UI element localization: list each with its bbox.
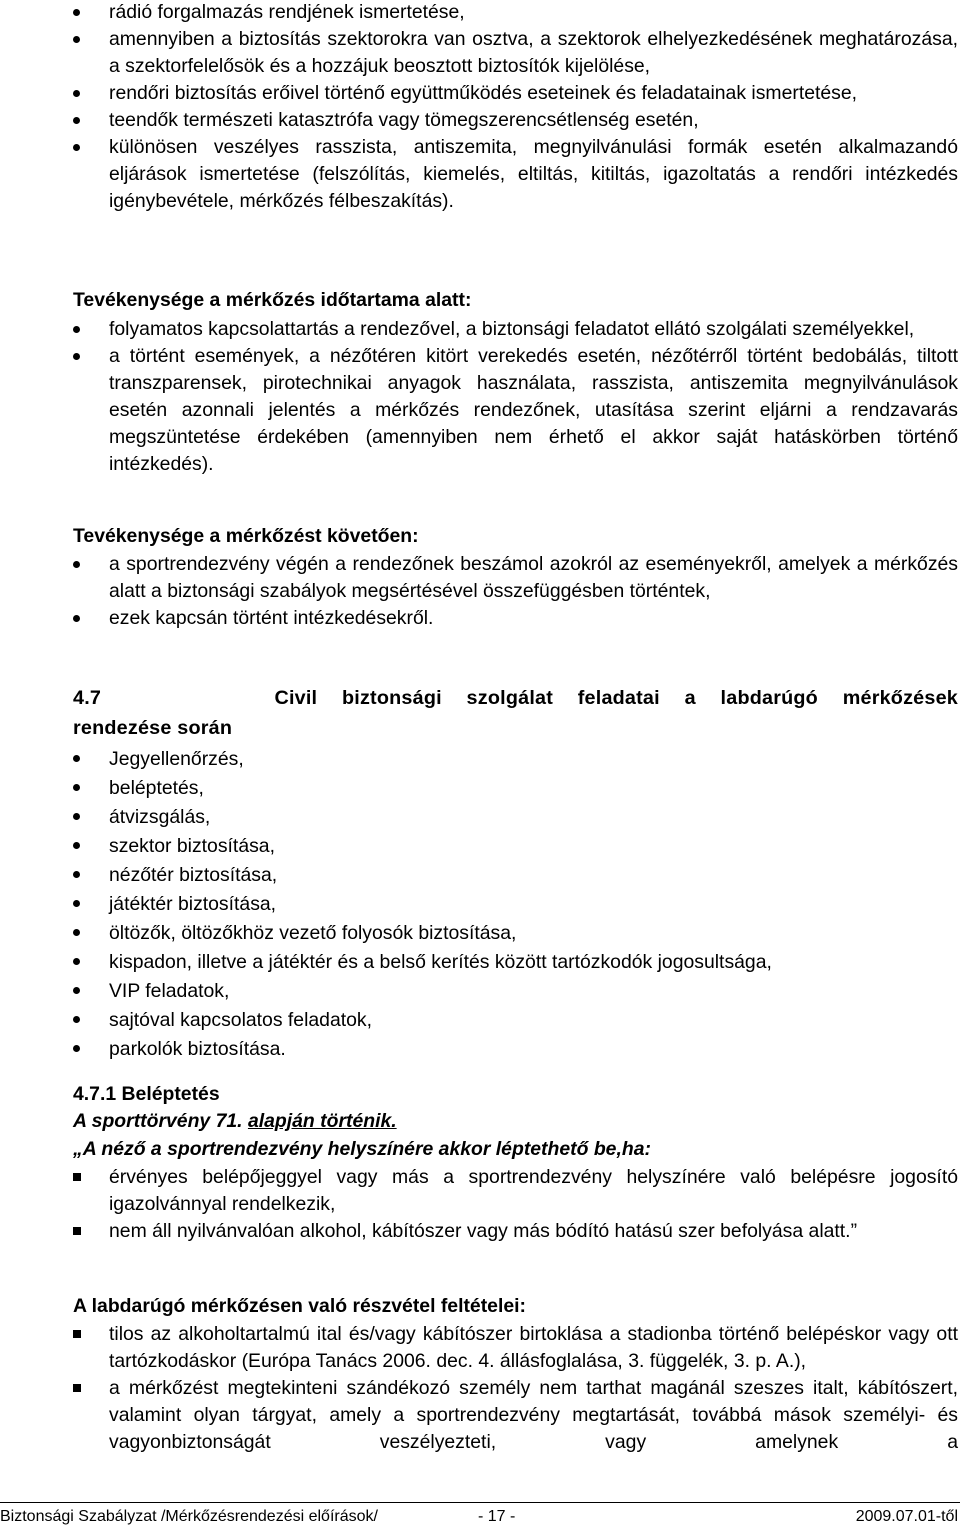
section-title-line1: Civil biztonsági szolgálat feladatai a labdarúgó mérkőzések	[274, 687, 958, 709]
bullet-icon	[73, 784, 80, 791]
list-item: a sportrendezvény végén a rendezőnek beszámol azokról az eseményekről, amelyek a mérkőzés alatt a biztonsági szabályok megsértésével összefüggésben történtek,	[0, 551, 960, 605]
subsection-title: Beléptetés	[121, 1083, 220, 1105]
list-item: a mérkőzést megtekinteni szándékozó személy nem tarthat magánál szeszes italt, kábítószert, valamint olyan tárgyat, amely a sportrendezvény megtartását, továbbá mások személyi- és vagyonbiztonságát veszélyezteti, vagy amelynek a	[0, 1375, 960, 1456]
list-item: sajtóval kapcsolatos feladatok,	[0, 1006, 960, 1035]
square-bullet-icon	[73, 1330, 81, 1338]
section-title-4-7-1	[73, 1081, 220, 1108]
list-item: amennyiben a biztosítás szektorokra van osztva, a szektorok elhelyezkedésének meghatározása, a szektorfelelősök és a hozzájuk beosztott biztosítók kijelölése,	[0, 26, 960, 80]
bullet-list-preparation	[0, 0, 960, 215]
quote-heading: „A néző a sportrendezvény helyszínére akkor léptethető be,ha:	[73, 1138, 651, 1160]
bullet-icon	[73, 813, 80, 820]
bullet-icon	[73, 9, 80, 16]
list-item: ezek kapcsán történt intézkedésekről.	[0, 605, 960, 632]
conditions-heading: A labdarúgó mérkőzésen való részvétel feltételei:	[73, 1295, 526, 1317]
list-item: átvizsgálás,	[0, 803, 960, 832]
square-bullet-icon	[73, 1384, 81, 1392]
section-title-4-7	[73, 683, 958, 743]
list-item: különösen veszélyes rasszista, antiszemita, megnyilvánulási formák esetén alkalmazandó eljárások ismertetése (felszólítás, kiemelés, eltiltás, kitiltás, igazoltatás a rendőri intézkedés igénybevétele, mérkőzés félbeszakítás).	[0, 134, 960, 215]
list-item: nézőtér biztosítása,	[0, 861, 960, 890]
list-item: szektor biztosítása,	[0, 832, 960, 861]
list-item: folyamatos kapcsolattartás a rendezővel, a biztonsági feladatot ellátó szolgálati személyekkel,	[0, 316, 960, 343]
list-item: nem áll nyilvánvalóan alkohol, kábítószer vagy más bódító hatású szer befolyása alatt.”	[0, 1218, 960, 1245]
bullet-icon	[73, 1016, 80, 1023]
list-item: teendők természeti katasztrófa vagy tömegszerencsétlenség esetén,	[0, 107, 960, 134]
page-number: - 17 -	[478, 1508, 516, 1525]
section-title-line2: rendezése során	[73, 717, 233, 739]
section-number: 4.7	[73, 687, 102, 709]
bullet-icon	[73, 755, 80, 762]
bullet-icon	[73, 987, 80, 994]
page-footer	[0, 1502, 960, 1531]
bullet-icon	[73, 326, 80, 333]
list-item: parkolók biztosítása.	[0, 1035, 960, 1064]
bullet-icon	[73, 561, 80, 568]
bullet-icon	[73, 36, 80, 43]
list-item: tilos az alkoholtartalmú ital és/vagy kábítószer birtoklása a stadionba történő belépéskor vagy ott tartózkodáskor (Európa Tanács 2006. dec. 4. állásfoglalása, 3. függelék, 3. p. A.),	[0, 1321, 960, 1375]
bullet-icon	[73, 615, 80, 622]
list-item: Jegyellenőrzés,	[0, 745, 960, 774]
bullet-icon	[73, 353, 80, 360]
list-item: VIP feladatok,	[0, 977, 960, 1006]
bullet-icon	[73, 929, 80, 936]
bullet-icon	[73, 842, 80, 849]
footer-effective-date: 2009.07.01-től	[855, 1508, 958, 1525]
list-item: rendőri biztosítás erőivel történő együttműködés eseteinek és feladatainak ismertetése,	[0, 80, 960, 107]
law-reference: A sporttörvény 71. alapján történik.	[73, 1110, 397, 1132]
footer-divider	[0, 1502, 960, 1503]
bullet-icon	[73, 958, 80, 965]
heading-during-match: Tevékenysége a mérkőzés időtartama alatt:	[73, 289, 472, 311]
bullet-icon	[73, 871, 80, 878]
heading-after-match: Tevékenysége a mérkőzést követően:	[73, 525, 419, 547]
bullet-icon	[73, 144, 80, 151]
square-bullet-icon	[73, 1227, 81, 1235]
list-item: a történt események, a nézőtéren kitört verekedés esetén, nézőtérről történt bedobálás, tiltott transzparensek, pirotechnikai anyagok használata, rasszista, antiszemita megnyilvánulások esetén azonnali jelentés a mérkőzés rendezőnek, utasítása szerint eljárni a rendzavarás megszüntetése érdekében (amennyiben nem érhető el akkor saját hatáskörben történő intézkedés).	[0, 343, 960, 478]
bullet-icon	[73, 900, 80, 907]
list-item: öltözők, öltözőkhöz vezető folyosók biztosítása,	[0, 919, 960, 948]
square-list-entry-conditions	[0, 1164, 960, 1245]
list-item: játéktér biztosítása,	[0, 890, 960, 919]
bullet-icon	[73, 90, 80, 97]
square-bullet-icon	[73, 1173, 81, 1181]
subsection-number: 4.7.1	[73, 1083, 117, 1105]
bullet-list-civil-tasks	[0, 745, 960, 1064]
list-item: kispadon, illetve a játéktér és a belső kerítés között tartózkodók jogosultsága,	[0, 948, 960, 977]
square-list-participation	[0, 1321, 960, 1456]
list-item: beléptetés,	[0, 774, 960, 803]
bullet-list-after-match	[0, 551, 960, 632]
list-item: érvényes belépőjeggyel vagy más a sportrendezvény helyszínére való belépésre jogosító igazolvánnyal rendelkezik,	[0, 1164, 960, 1218]
bullet-list-during-match	[0, 316, 960, 478]
footer-document-title: Biztonsági Szabályzat /Mérkőzésrendezési előírások/	[0, 1508, 378, 1525]
list-item: rádió forgalmazás rendjének ismertetése,	[0, 0, 960, 26]
bullet-icon	[73, 1045, 80, 1052]
bullet-icon	[73, 117, 80, 124]
